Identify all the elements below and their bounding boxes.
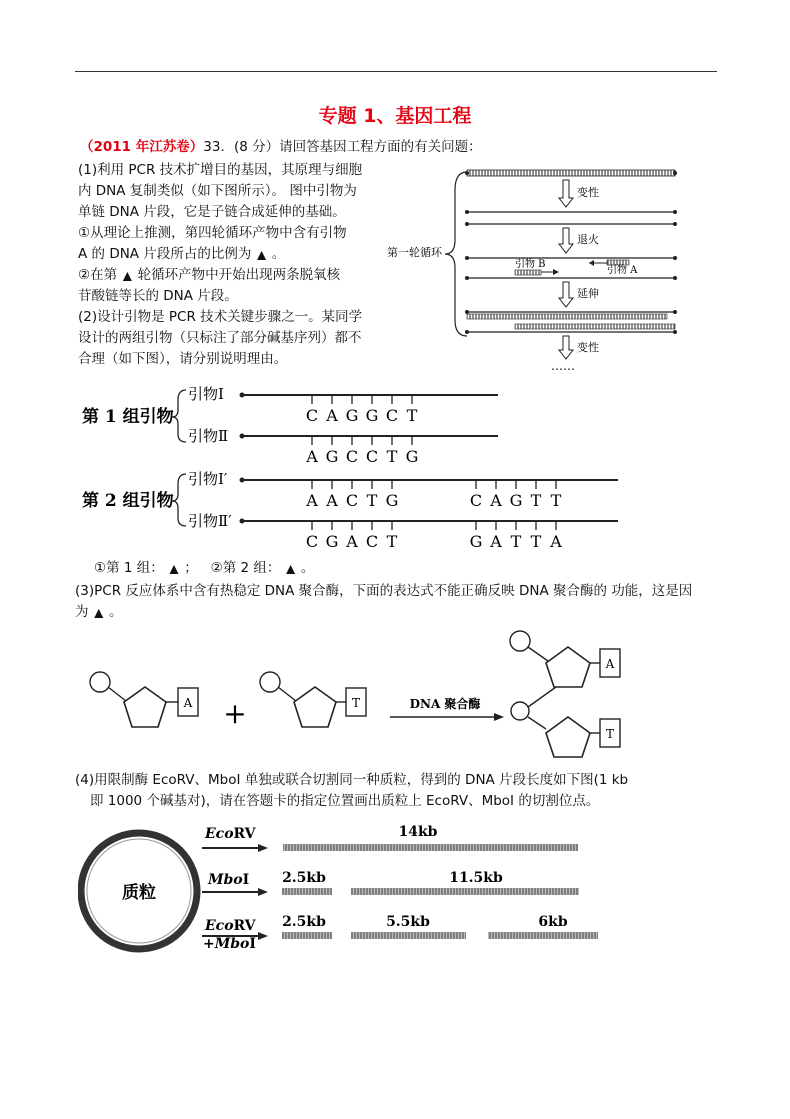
base-letter: A	[326, 406, 338, 425]
group-answers-line	[94, 558, 314, 579]
end: 。	[300, 560, 315, 576]
frag-2-5kb-a-label: 2.5kb	[282, 870, 326, 886]
step-extend: 延伸	[577, 287, 599, 300]
sugar-icon	[546, 717, 590, 757]
row3-enzyme-1: EcoRV	[205, 918, 256, 934]
answer-blank[interactable]: ▲	[94, 606, 103, 619]
base-letter: T	[550, 491, 562, 510]
primer-1p-label: 引物Ⅰ′	[188, 470, 228, 488]
sugar-icon	[294, 687, 336, 727]
base-letter: G	[385, 491, 399, 510]
primer-b-segment	[515, 270, 541, 275]
primer-1-label: 引物Ⅰ	[188, 385, 224, 403]
frag-2-5kb-a-bar	[282, 888, 332, 895]
p1-line3: 单链 DNA 片段，它是子链合成延伸的基础。	[78, 204, 346, 220]
answer-blank[interactable]: ▲	[286, 562, 295, 575]
cycle-label: 第一轮循环	[387, 246, 442, 259]
base-letter: G	[509, 491, 523, 510]
reaction-arrow-icon	[494, 713, 504, 721]
frag-14kb-bar	[283, 844, 578, 851]
base-letter: G	[325, 532, 339, 551]
g1-bottom-bases	[305, 436, 418, 466]
g2-answer-label: ②第 2 组：	[210, 560, 281, 576]
base-t: T	[351, 696, 361, 710]
base-letter: A	[490, 491, 502, 510]
cycle-brace	[445, 172, 467, 336]
plasmid-label: 质粒	[122, 883, 156, 903]
base-letter: A	[490, 532, 502, 551]
answer-blank[interactable]: ▲	[123, 269, 132, 282]
base-letter: A	[306, 447, 318, 466]
base-letter: G	[325, 447, 339, 466]
question-header	[80, 137, 482, 158]
down-arrow-icon	[559, 336, 573, 359]
g2-top-bases-b	[470, 480, 562, 510]
base-letter: C	[345, 447, 359, 466]
frag-11-5kb-bar	[351, 888, 579, 895]
frag-2-5kb-b-bar	[282, 932, 332, 939]
g2-top-bases-a	[305, 480, 398, 510]
primer-2p-label: 引物Ⅱ′	[188, 512, 232, 530]
p1-line8: (2)设计引物是 PCR 技术关键步骤之一。某同学	[78, 309, 363, 325]
g2-bottom-bases-b	[470, 521, 563, 551]
down-arrow-icon	[559, 180, 573, 207]
base-letter: A	[346, 532, 358, 551]
p1-line5-text: A 的 DNA 片段所占的比例为	[78, 246, 252, 262]
plasmid-digest-diagram	[78, 818, 598, 968]
p1-line10: 合理（如下图），请分别说明理由。	[78, 351, 288, 367]
g2-bottom-bases-a	[306, 521, 398, 551]
product-base-t: T	[605, 727, 615, 741]
row3-enzyme-2: +MboI	[203, 936, 256, 952]
base-letter: G	[469, 532, 483, 551]
base-letter: G	[345, 406, 359, 425]
p3-line2-a: 为	[75, 604, 89, 620]
question-text: 33．(8 分）请回答基因工程方面的有关问题：	[203, 139, 482, 155]
p4-line1: (4)用限制酶 EcoRV、MboI 单独或联合切割同一种质粒，得到的 DNA 片段长度如下图(1 kb	[75, 772, 629, 788]
step-denature: 变性	[577, 186, 599, 199]
p1-line6-a: ②在第	[78, 267, 118, 283]
p1-line2: 内 DNA 复制类似（如下图所示）。 图中引物为	[78, 183, 357, 199]
base-letter: T	[386, 447, 398, 466]
plus-sign: +	[223, 697, 247, 730]
base-letter: T	[530, 491, 542, 510]
base-letter: T	[386, 532, 398, 551]
down-arrow-icon	[559, 228, 573, 253]
frag-5-5kb-bar	[351, 932, 466, 939]
frag-2-5kb-b-label: 2.5kb	[282, 914, 326, 930]
product-base-a: A	[605, 657, 615, 671]
g1-top-bases	[306, 395, 418, 425]
base-letter: C	[365, 532, 379, 551]
primer-b-label: 引物 B	[515, 259, 546, 270]
frag-14kb-label: 14kb	[398, 824, 438, 840]
p1-line6-b: 轮循环产物中开始出现两条脱氧核	[137, 267, 341, 283]
polymerase-reaction-diagram	[80, 625, 640, 770]
base-letter: A	[306, 491, 318, 510]
base-letter: A	[550, 532, 562, 551]
answer-blank[interactable]: ▲	[257, 248, 266, 261]
base-letter: C	[469, 491, 483, 510]
base-letter: T	[406, 406, 418, 425]
p3-line2	[75, 602, 122, 623]
base-letter: T	[530, 532, 542, 551]
p3-line1: (3)PCR 反应体系中含有热稳定 DNA 聚合酶，下面的表达式不能正确反映 DNA 聚合酶的 功能，这是因	[75, 583, 693, 599]
header-rule	[75, 71, 717, 72]
sugar-icon	[546, 647, 590, 687]
primer-groups-diagram	[78, 380, 638, 555]
frag-11-5kb-label: 11.5kb	[449, 870, 503, 886]
sugar-icon	[124, 687, 166, 727]
p1-line5-end: 。	[271, 246, 286, 262]
p1-line6	[78, 265, 340, 286]
frag-6kb-label: 6kb	[538, 914, 568, 930]
pcr-cycle-diagram	[385, 160, 695, 375]
enzyme-label: DNA 聚合酶	[409, 697, 481, 711]
base-letter: C	[305, 406, 319, 425]
g1-answer-label: ①第 1 组：	[94, 560, 164, 576]
base-letter: C	[305, 532, 319, 551]
step-anneal: 退火	[577, 233, 599, 246]
p1-line4: ①从理论上推测，第四轮循环产物中含有引物	[78, 225, 347, 241]
base-a: A	[183, 696, 193, 710]
dna-double-strand	[467, 170, 675, 176]
base-letter: G	[365, 406, 379, 425]
p1-line5	[78, 244, 285, 265]
group1-label: 第 1 组引物	[82, 407, 174, 427]
p4-line2: 即 1000 个碱基对)，请在答题卡的指定位置画出质粒上 EcoRV、MboI 的切割位点。	[90, 793, 600, 809]
row1-enzyme: EcoRV	[205, 826, 256, 842]
continuation-dots: ……	[551, 359, 575, 373]
p1-line1: (1)利用 PCR 技术扩增目的基因，其原理与细胞	[78, 162, 363, 178]
step-denature-2: 变性	[577, 341, 599, 354]
answer-blank[interactable]: ▲	[169, 562, 179, 575]
primer-2-label: 引物Ⅱ	[188, 427, 229, 445]
page-title: 专题 1、基因工程	[318, 105, 472, 127]
p1-line9: 设计的两组引物（只标注了部分碱基序列）都不	[78, 330, 362, 346]
p3-line2-b: 。	[108, 604, 123, 620]
down-arrow-icon	[559, 282, 573, 307]
primer-a-label: 引物 A	[607, 265, 638, 276]
sep: ；	[184, 560, 198, 576]
p1-line7: 苷酸链等长的 DNA 片段。	[78, 288, 238, 304]
base-letter: C	[345, 491, 359, 510]
frag-6kb-bar	[488, 932, 598, 939]
base-letter: C	[385, 406, 399, 425]
base-letter: T	[366, 491, 378, 510]
row2-enzyme: MboI	[208, 872, 250, 888]
base-letter: T	[510, 532, 522, 551]
base-letter: C	[365, 447, 379, 466]
base-letter: A	[326, 491, 338, 510]
base-letter: G	[405, 447, 419, 466]
frag-5-5kb-label: 5.5kb	[386, 914, 430, 930]
group2-label: 第 2 组引物	[82, 491, 174, 511]
source-label: （2011 年江苏卷）	[80, 139, 204, 155]
